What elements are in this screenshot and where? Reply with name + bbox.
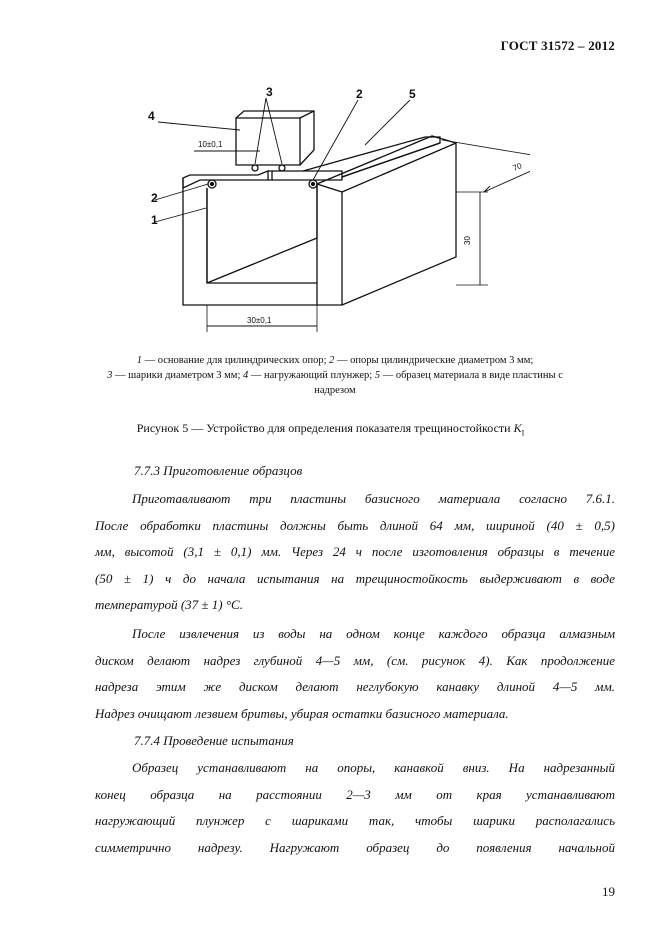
plunger-block — [236, 118, 300, 165]
test-device-figure — [110, 80, 530, 350]
figure-legend: 1 — основание для цилиндрических опор; 2 — опоры цилиндрические диаметром 3 мм; 3 — шарики диаметром 3 мм; 4 — нагружающий плунжер; 5 — образец материала в виде пластины с надрезом — [107, 355, 563, 396]
paragraph-1: Приготавливают три пластины базисного материала согласно 7.6.1. После обработки пластины должны быть длиной 64 мм, шириной (40 ± 0,5) мм, высотой (3,1 ± 0,1) мм. Через 24 ч после изготовления образцы в течение (50 ± 1) ч до начала испытания на трещиностойкость выдерживают в воде температурой (37 ± 1) °С. — [95, 491, 615, 612]
base-front-inner — [207, 188, 317, 283]
callout-2-top: 2 — [356, 87, 363, 101]
paragraph-2: После извлечения из воды на одном конце каждого образца алмазным диском делают надрез глубиной 4—5 мм, (см. рисунок 4). Как продолжение надреза этим же диском делают неглубокую канавку длиной 4—5 мм. Надрез очищают лезвием бритвы, убирая остатки базисного материала. — [95, 626, 615, 721]
document-header: ГОСТ 31572 – 2012 — [500, 38, 615, 53]
dim-70: 70 — [511, 161, 524, 173]
callout-3: 3 — [266, 85, 273, 99]
dim-10: 10±0,1 — [198, 140, 223, 149]
callout-5: 5 — [409, 87, 416, 101]
sample-plate — [183, 171, 268, 188]
callout-1: 1 — [151, 213, 158, 227]
base-right-side — [317, 184, 342, 305]
section-7-7-4-title: 7.7.4 Проведение испытания — [134, 733, 294, 748]
callout-2-left: 2 — [151, 191, 158, 205]
callout-4: 4 — [148, 109, 155, 123]
paragraph-3: Образец устанавливают на опоры, канавкой вниз. На надрезанный конец образца на расстоянии 2—3 мм от края устанавливают нагружающий плунжер с шариками так, чтобы шарики располагались симметрично надрезу. Нагружают образец до появления начальной — [95, 760, 615, 855]
figure-title: Рисунок 5 — Устройство для определения показателя трещиностойкости $K_I$ — [136, 421, 525, 438]
section-7-7-3-title: 7.7.3 Приготовление образцов — [134, 463, 303, 478]
base-front-outer — [183, 178, 317, 305]
dim-30-vertical: 30 — [463, 236, 472, 245]
page-number: 19 — [602, 884, 615, 899]
dim-30-bottom: 30±0,1 — [247, 316, 272, 325]
